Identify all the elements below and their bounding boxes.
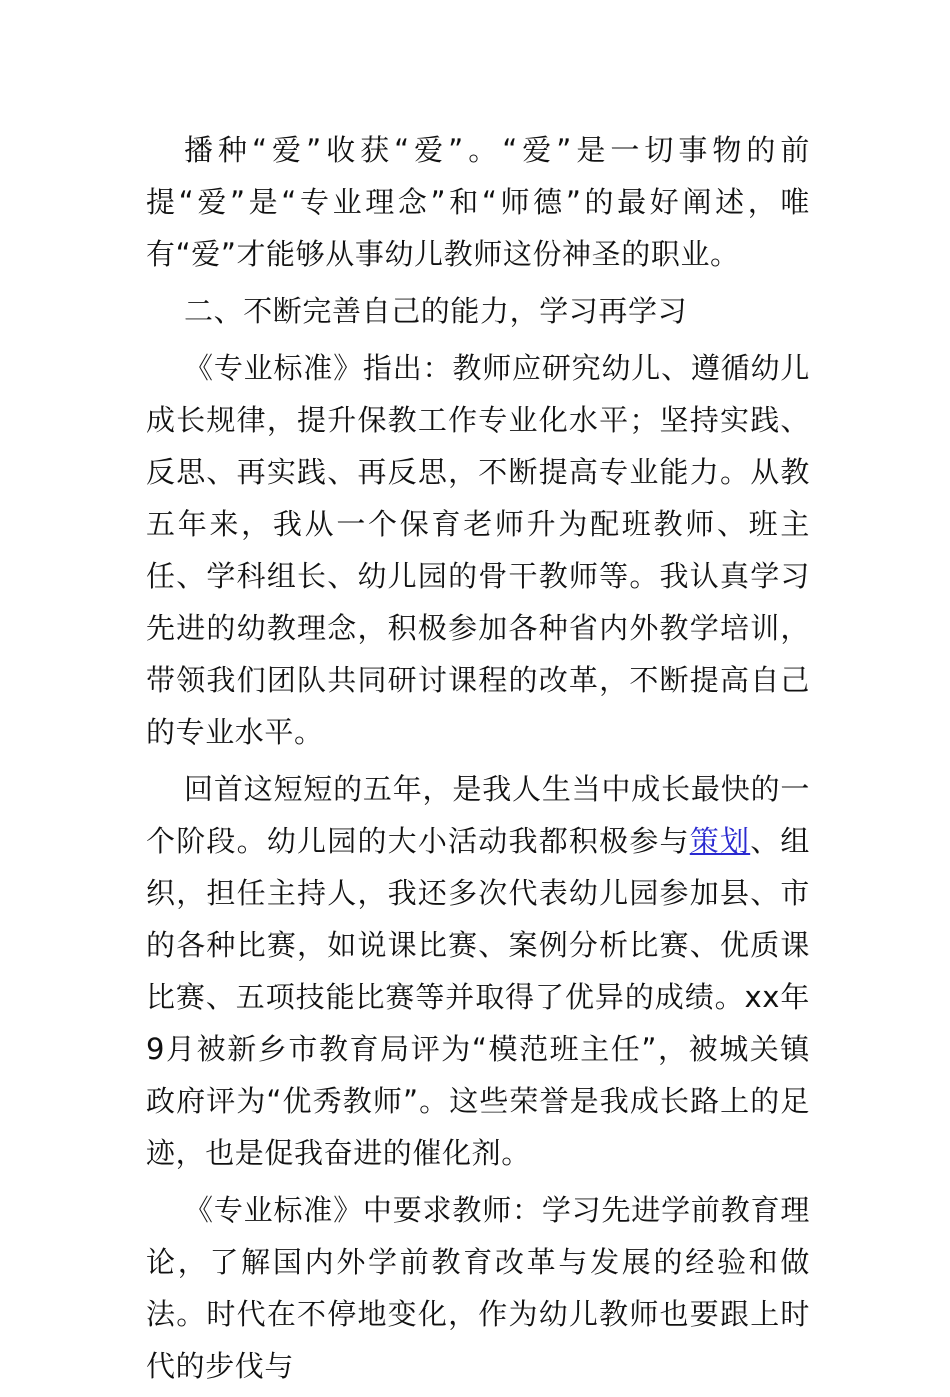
paragraph-five-years-text-after: 、组织，担任主持人，我还多次代表幼儿园参加县、市的各种比赛，如说课比赛、案例分析比赛、优质课比赛、五项技能比赛等并取得了优异的成绩。xx年9月被新乡市教育局评为“模范班主任”，被城关镇政府评为“优秀教师”。这些荣誉是我成长路上的足迹，也是促我奋进的催化剂。 — [146, 824, 810, 1170]
paragraph-standard-requirements: 《专业标准》中要求教师：学习先进学前教育理论，了解国内外学前教育改革与发展的经验和做法。时代在不停地变化，作为幼儿教师也要跟上时代的步伐与 — [146, 1193, 810, 1383]
section-heading-improve-ability: 二、不断完善自己的能力，学习再学习 — [184, 294, 688, 328]
paragraph-love: 播种“爱”收获“爱”。“爱”是一切事物的前提“爱”是“专业理念”和“师德”的最好阐述，唯有“爱”才能够从事幼儿教师这份神圣的职业。 — [146, 133, 810, 271]
paragraph-professional-standard: 《专业标准》指出：教师应研究幼儿、遵循幼儿成长规律，提升保教工作专业化水平；坚持实践、反思、再实践、再反思，不断提高专业能力。从教五年来，我从一个保育老师升为配班教师、班主任、学科组长、幼儿园的骨干教师等。我认真学习先进的幼教理念，积极参加各种省内外教学培训，带领我们团队共同研讨课程的改革，不断提高自己的专业水平。 — [146, 351, 810, 749]
paragraph-five-years — [146, 763, 810, 1179]
document-body — [146, 124, 810, 1397]
planning-link[interactable]: 策划 — [689, 824, 751, 858]
paragraph-five-years-text-before: 回首这短短的五年，是我人生当中成长最快的一个阶段。幼儿园的大小活动我都积极参与 — [146, 772, 810, 858]
